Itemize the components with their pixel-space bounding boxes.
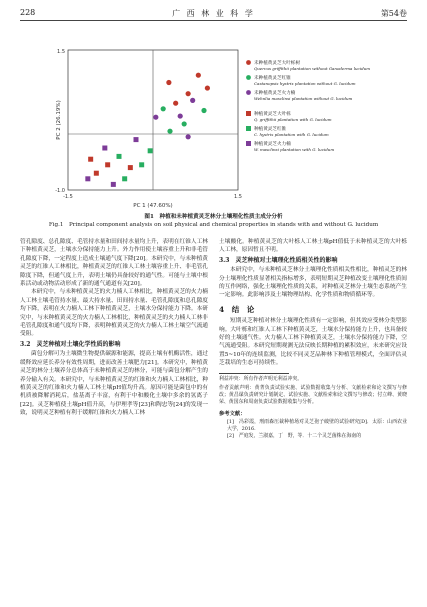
legend-marker-square xyxy=(246,126,251,131)
y-tick-label: -1.0 xyxy=(55,188,65,194)
y-axis-label: PC 2 (26.19%) xyxy=(56,100,62,140)
legend-marker-square xyxy=(246,111,251,116)
running-header xyxy=(20,6,407,20)
scatter-point-circle xyxy=(178,113,183,118)
scatter-point-square xyxy=(85,176,90,181)
header-rule xyxy=(20,20,407,21)
journal-title: 广 西 林 业 科 学 xyxy=(172,9,255,18)
scatter-point-square xyxy=(111,182,116,187)
right-column xyxy=(219,238,407,440)
legend-label-zh: 种植黄灵芝大叶栎 xyxy=(254,112,291,117)
contribution-note: 作者贡献声明：黄菁负责试验实施、试验数据收集与分析、文献检索和论文撰写与修改；黄昌谋负责研究计划制定、试验实施、文献检索和论文撰写与修改；付立峰、黄晓荣、黄国东和周南负责试验数据收集与分析。 xyxy=(219,384,407,406)
legend-label-zh: 未种植黄灵芝大叶栎树 xyxy=(254,61,300,66)
scatter-point-circle xyxy=(186,91,191,96)
paragraph: 菌包分解可为土壤微生物提供碳源和能源，提高土壤有机酶活性，通过缓释效应延长养分有效性周期，进而改善土壤肥力[21]。本研究中，种植黄灵芝的林分土壤养分总体高于未种植黄灵芝的林分，可能与菌包分解产生的养分输入有关。本研究中，与未种植黄灵芝的红锥和火力楠人工林相比，种植黄灵芝的红锥和火力楠人工林土壤pH值均升高。原因可能是菌包中的有机质被降解消耗后，盐基离子丰富，有利于中和酸化土壤中多余的氢离子[22]。灵芝种植使土壤pH值升高，与伊理孝等[23]和陶忠等[24]的发现一致，说明灵芝种植有利于缓解红锥和火力楠人工林 xyxy=(20,351,208,417)
legend-label-en: Castanopsis hystrix plantation without G. lucidum xyxy=(254,80,356,86)
left-column xyxy=(20,238,208,418)
scatter-point-square xyxy=(134,137,139,142)
figure-caption-en: Fig.1 Principal component analysis on soil physical and chemical properties in stands with and without G. lucidum xyxy=(48,222,379,228)
scatter-point-square xyxy=(148,148,153,153)
legend-label-en: Q. griffithii plantation with G. lucidum xyxy=(254,116,332,122)
scatter-point-circle xyxy=(153,115,158,120)
scatter-point-square xyxy=(94,171,99,176)
scatter-point-circle xyxy=(166,80,171,85)
legend-label-zh: 未种植黄灵芝火力楠 xyxy=(254,91,296,96)
x-axis-label: PC 1 (47.60%) xyxy=(133,203,173,209)
scatter-point-circle xyxy=(161,106,166,111)
x-tick-label: -1.5 xyxy=(63,194,73,200)
legend-marker-circle xyxy=(246,75,251,80)
page-number: 228 xyxy=(20,8,36,17)
scatter-point-circle xyxy=(167,129,172,134)
pca-scatter-figure xyxy=(28,42,400,210)
scatter-point-circle xyxy=(182,121,187,126)
legend-label-en: Wehnlia masclinsi plantation without G. lucidum xyxy=(254,95,353,101)
reference-item: [2] 严庭发，兰淑嘉，丁 野，等．十二个灵芝菌株在海南的 xyxy=(227,432,362,439)
legend-label-en: Quercus griffithii plantation without Ganoderma lucidum xyxy=(254,65,370,71)
paragraph: 土壤酸化。种植黄灵芝的大叶栎人工林土壤pH值低于未种植灵芝的大叶栎人工林，原因暂且不明。 xyxy=(219,239,407,254)
scatter-point-square xyxy=(128,165,133,170)
legend-label-zh: 种植黄灵芝火力楠 xyxy=(254,142,291,147)
scatter-point-circle xyxy=(173,101,178,106)
legend-label-en: C. hystrix plantation with G. lucidum xyxy=(254,131,329,137)
y-tick-label: 1.5 xyxy=(57,49,65,55)
scatter-point-square xyxy=(139,162,144,167)
scatter-point-circle xyxy=(186,134,191,139)
x-tick-label: 1.5 xyxy=(234,194,242,200)
scatter-point-square xyxy=(122,176,127,181)
scatter-point-square xyxy=(105,162,110,167)
legend-label-en: W. masclinsi plantation with G. lucidum xyxy=(254,146,335,152)
scatter-point-circle xyxy=(201,108,206,113)
legend-marker-circle xyxy=(246,60,251,65)
references-heading: 参考文献： xyxy=(219,410,246,417)
section-heading: 4 结 论 xyxy=(219,304,255,314)
scatter-point-square xyxy=(117,154,122,159)
volume-label: 第54卷 xyxy=(380,9,407,18)
section-heading: 3.3 灵芝种植对土壤理化性质相关性的影响 xyxy=(219,256,338,264)
scatter-point-circle xyxy=(190,98,195,103)
paragraph: 本研究中，与未种植灵芝林分土壤理化性质相关性相比，种植灵芝的林分土壤理化性质显著相关指标增多，表明短期灵芝种植改变土壤理化性质间的互作网络，强化土壤理化性质的关系，对种植灵芝林分土壤生态系统产生一定影响。此影响涉及土壤物理结构、化学性质和物质循环等。 xyxy=(219,267,407,299)
paragraph: 管孔隙度、总孔隙度、毛管持水量和田间持水量均上升，表明在红锥人工林下种植黄灵芝，土壤水分保持能力上升。外力作用使土壤容重上升和非毛管孔隙度下降，一定程度上造成土壤通气度下降[20]。本研究中，与未种植黄灵芝的红锥人工林相比，种植黄灵芝的红锥人工林土壤容重上升、非毛管孔隙度下降，但通气度上升，表明土壤仍具备较好的通气性。可能与土壤中根系活动或动物活动形成了新的通气通道有关[20]。 xyxy=(20,239,208,288)
legend-marker-circle xyxy=(246,90,251,95)
paragraph: 短期灵芝种植对林分土壤理化性质有一定影响，但其效应受林分类型影响。大叶栎和红锥人工林下种植黄灵芝，土壤水分保持能力上升，也具备较好的土壤通气性。火力楠人工林下种植黄灵芝，土壤水分保持能力下降，空气流通受阻。本研究短期观测无法反映长期种植的累积效应，未来研究应设置5~10年的连续监测，比较不同灵芝品种林下种植管理模式，全面评估灵芝栽培的生态可持续性。 xyxy=(219,318,407,367)
figure-caption-zh: 图1 种植和未种植黄灵芝林分土壤理化性质主成分分析 xyxy=(144,214,283,220)
legend-marker-square xyxy=(246,141,251,146)
section-heading: 3.2 灵芝种植对土壤化学性质的影响 xyxy=(20,340,121,348)
notes-divider xyxy=(219,373,289,374)
legend-label-zh: 未种植黄灵芝红锥 xyxy=(254,76,291,81)
reference-item: [1] 冯彩霞，刑雨森压裁种植场对灵芝孢子破壁的试验研究[D]．太原：山西农业大学，2016. xyxy=(227,418,407,432)
scatter-point-square xyxy=(88,157,93,162)
scatter-point-circle xyxy=(205,85,210,90)
paragraph: 本研究中，与未种植黄灵芝的火力楠人工林相比，种植黄灵芝的火力楠人工林土壤毛管持水量、最大持水量、田间持水量、毛管孔隙度和总孔隙度均下降，表明在火力楠人工林下种植黄灵芝，土壤水分保持能力下降。本研究中，与未种植黄灵芝的火力楠人工林相比，种植黄灵芝的火力楠人工林非毛管孔隙度和通气度均下降，表明种植黄灵芝的火力楠人工林土壤空气流通受阻。 xyxy=(20,289,208,338)
scatter-point-circle xyxy=(196,73,201,78)
legend-label-zh: 种植黄灵芝红锥 xyxy=(254,127,287,132)
scatter-point-square xyxy=(102,146,107,151)
conflict-note: 利益冲突：所有作者声明无利益冲突。 xyxy=(219,375,303,382)
